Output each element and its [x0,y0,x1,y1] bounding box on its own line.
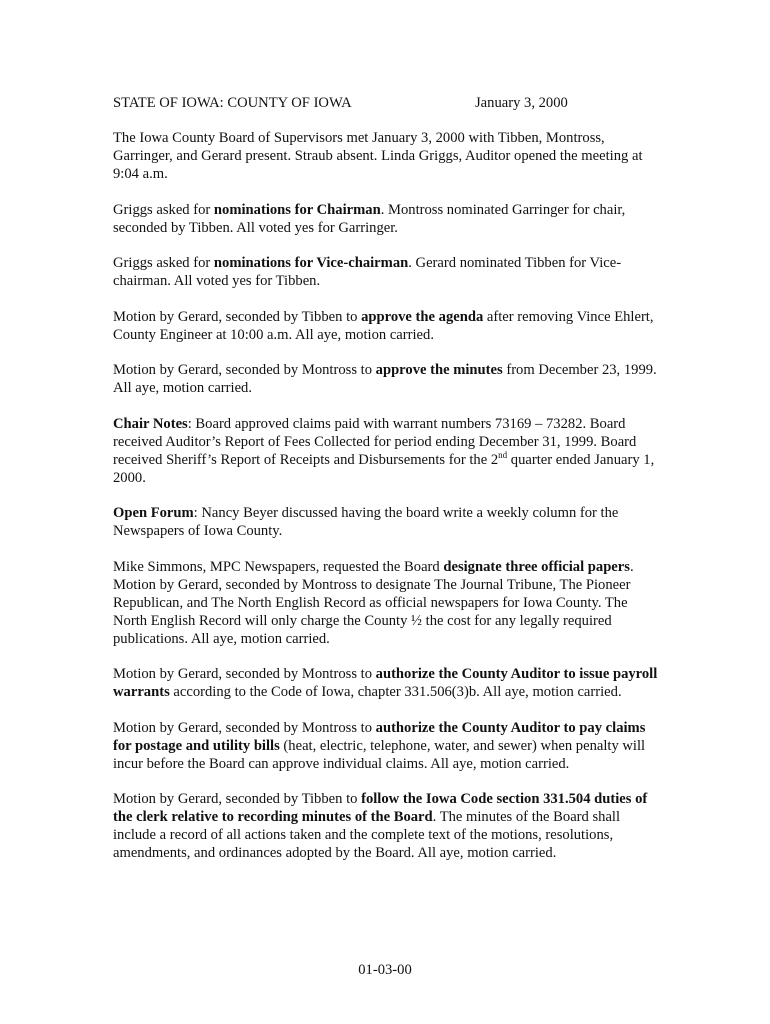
bold-topic: authorize the County Auditor to pay claims for postage and utility bills [113,719,646,754]
paragraph-chairman-nomination [113,201,658,237]
paragraph-approve-minutes [113,361,658,397]
paragraph-open-forum [113,504,658,540]
bold-topic: approve the agenda [361,308,484,325]
bold-topic: designate three official papers [443,558,630,575]
state-county-heading: STATE OF IOWA: COUNTY OF IOWA [113,95,352,111]
paragraph-text: Motion by Gerard, seconded by Tibben to [113,791,362,807]
paragraph-chair-notes [113,415,658,487]
paragraph-text: Motion by Gerard, seconded by Montross to [113,362,376,378]
paragraph-approve-agenda [113,308,658,344]
paragraph-text: Griggs asked for [113,201,214,218]
paragraph-text: . The minutes of the Board shall include a record of all actions taken and the complete text of the motions, resolutions, amendments, and ordinances adopted by the Board. All aye, motion carried. [113,809,621,861]
paragraph-text: Griggs asked for [113,255,214,271]
paragraph-text: Mike Simmons, MPC Newspapers, requested the Board [113,558,444,575]
bold-topic: authorize the County Auditor to issue payroll warrants [113,666,658,700]
paragraph-attendance [113,129,658,183]
paragraph-text: Motion by Gerard, seconded by Montross to [113,719,376,736]
meeting-date: January 3, 2000 [475,95,568,111]
page-footer-code: 01-03-00 [358,962,412,978]
paragraph-payroll-warrants [113,665,658,701]
bold-topic: nominations for Chairman [213,201,381,218]
bold-topic: Open Forum [113,505,194,521]
bold-topic: Chair Notes [113,415,188,432]
paragraph-text: Motion by Gerard, seconded by Montross to [113,666,376,682]
ordinal-superscript: nd [498,449,508,460]
paragraph-text: after removing Vince Ehlert, County Engineer at 10:00 a.m. All aye, motion carried. [113,308,654,343]
paragraph-text: according to the Code of Iowa, chapter 331.506(3)b. All aye, motion carried. [169,684,622,700]
minutes-body [113,129,658,880]
paragraph-official-papers [113,558,658,648]
paragraph-text: from December 23, 1999. All aye, motion carried. [113,362,657,396]
paragraph-text: Motion by Gerard, seconded by Tibben to [113,308,362,325]
paragraph-text: . Motion by Gerard, seconded by Montross to designate The Journal Tribune, The Pioneer Republican, and The North English Record as official newspapers for Iowa County. The North English Record will only charge the County ½ the cost for any legally required publications. All aye, motion carried. [113,558,634,647]
bold-topic: follow the Iowa Code section 331.504 duties of the clerk relative to recording minutes of the Board [113,791,648,825]
paragraph-text: (heat, electric, telephone, water, and sewer) when penalty will incur before the Board can approve individual claims. All aye, motion carried. [113,737,646,772]
paragraph-text: . Montross nominated Garringer for chair, seconded by Tibben. All voted yes for Garringer. [113,201,626,236]
bold-topic: nominations for Vice-chairman [213,255,409,271]
document-header [113,94,673,114]
paragraph-utility-claims [113,719,658,773]
paragraph-recording-minutes [113,790,658,862]
paragraph-text: : Board approved claims paid with warrant numbers 73169 – 73282. Board received Auditor’s Report of Fees Collected for period ending December 31, 1999. Board received Sheriff’s Report of Receipts and Disbursements for the 2 [113,415,637,468]
paragraph-text: : Nancy Beyer discussed having the board write a weekly column for the Newspapers of Iowa County. [113,505,619,539]
paragraph-text: quarter ended January 1, 2000. [113,451,655,486]
bold-topic: approve the minutes [375,362,503,378]
paragraph-text: The Iowa County Board of Supervisors met January 3, 2000 with Tibben, Montross, Garringer, and Gerard present. Straub absent. Linda Griggs, Auditor opened the meeting at 9:04 a.m. [113,130,643,182]
paragraph-text: . Gerard nominated Tibben for Vice-chairman. All voted yes for Tibben. [113,255,622,289]
paragraph-vice-chairman-nomination [113,254,658,290]
